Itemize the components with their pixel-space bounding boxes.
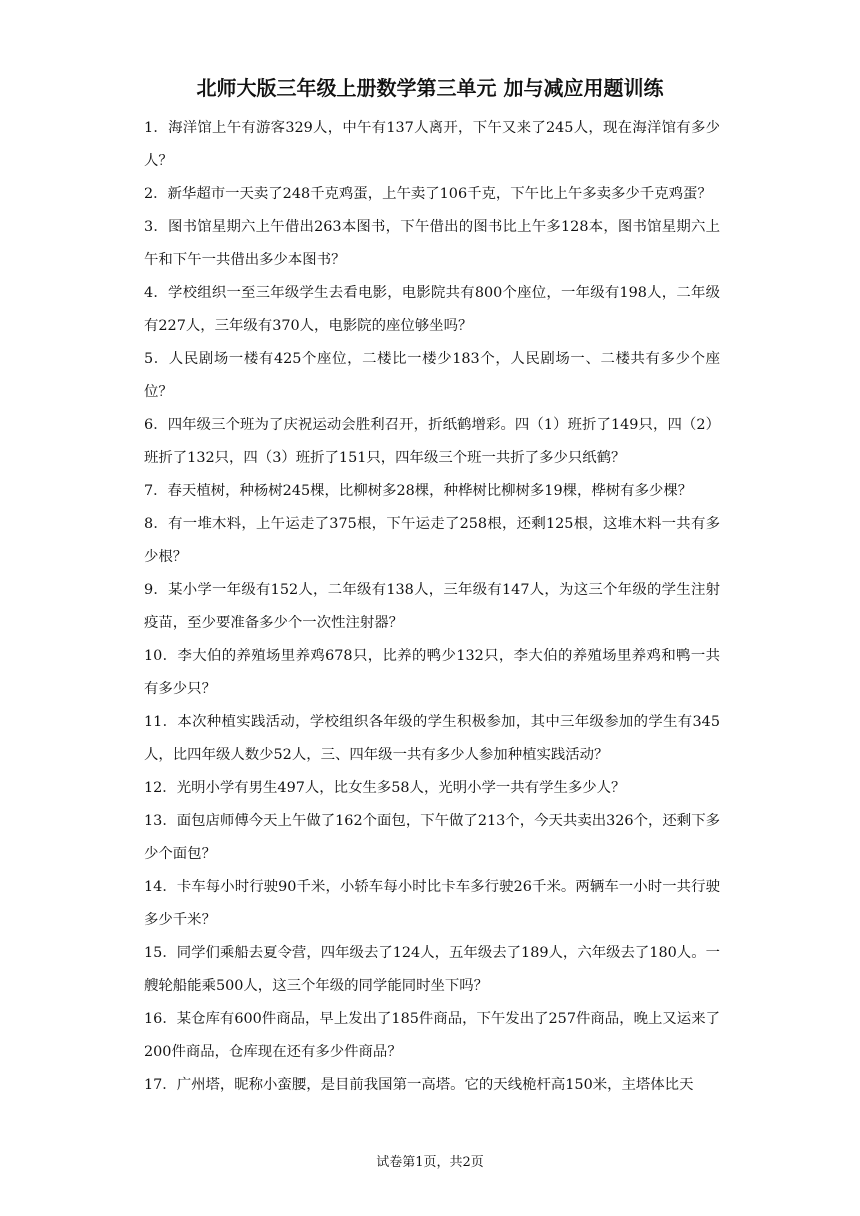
question-12: 12．光明小学有男生497人，比女生多58人，光明小学一共有学生多少人？ [144, 780, 626, 796]
question-list [144, 112, 720, 1102]
page-title: 北师大版三年级上册数学第三单元 加与减应用题训练 [196, 76, 664, 100]
question-16: 16．某仓库有600件商品，早上发出了185件商品，下午发出了257件商品，晚上又运来了200件商品，仓库现在还有多少件商品？ [144, 1011, 720, 1060]
question-9: 9．某小学一年级有152人，二年级有138人，三年级有147人，为这三个年级的学生注射疫苗，至少要准备多少个一次性注射器？ [144, 582, 720, 631]
question-11: 11．本次种植实践活动，学校组织各年级的学生积极参加，其中三年级参加的学生有345人，比四年级人数少52人，三、四年级一共有多少人参加种植实践活动？ [144, 714, 720, 763]
question-15: 15．同学们乘船去夏令营，四年级去了124人，五年级去了189人，六年级去了180人。一艘轮船能乘500人，这三个年级的同学能同时坐下吗？ [144, 945, 720, 994]
question-3: 3．图书馆星期六上午借出263本图书，下午借出的图书比上午多128本，图书馆星期六上午和下午一共借出多少本图书？ [144, 219, 720, 268]
question-2: 2．新华超市一天卖了248千克鸡蛋，上午卖了106千克，下午比上午多卖多少千克鸡蛋？ [144, 186, 712, 202]
question-13: 13．面包店师傅今天上午做了162个面包，下午做了213个，今天共卖出326个，还剩下多少个面包？ [144, 813, 720, 862]
question-5: 5．人民剧场一楼有425个座位，二楼比一楼少183个，人民剧场一、二楼共有多少个座位？ [144, 351, 720, 400]
question-14: 14．卡车每小时行驶90千米，小轿车每小时比卡车多行驶26千米。两辆车一小时一共行驶多少千米？ [144, 879, 720, 928]
question-8: 8．有一堆木料，上午运走了375根，下午运走了258根，还剩125根，这堆木料一共有多少根？ [144, 516, 720, 565]
question-6: 6．四年级三个班为了庆祝运动会胜利召开，折纸鹤增彩。四（1）班折了149只，四（2）班折了132只，四（3）班折了151只，四年级三个班一共折了多少只纸鹤？ [144, 417, 720, 466]
question-17: 17．广州塔，昵称小蛮腰，是目前我国第一高塔。它的天线桅杆高150米，主塔体比天 [144, 1077, 694, 1093]
question-1: 1．海洋馆上午有游客329人，中午有137人离开，下午又来了245人，现在海洋馆有多少人？ [144, 120, 720, 169]
question-10: 10．李大伯的养殖场里养鸡678只，比养的鸭少132只，李大伯的养殖场里养鸡和鸭一共有多少只？ [144, 648, 720, 697]
question-7: 7．春天植树，种杨树245棵，比柳树多28棵，种桦树比柳树多19棵，桦树有多少棵？ [144, 483, 693, 499]
page-footer: 试卷第1页，共2页 [376, 1155, 484, 1170]
question-4: 4．学校组织一至三年级学生去看电影，电影院共有800个座位，一年级有198人，二年级有227人，三年级有370人，电影院的座位够坐吗？ [144, 285, 720, 334]
